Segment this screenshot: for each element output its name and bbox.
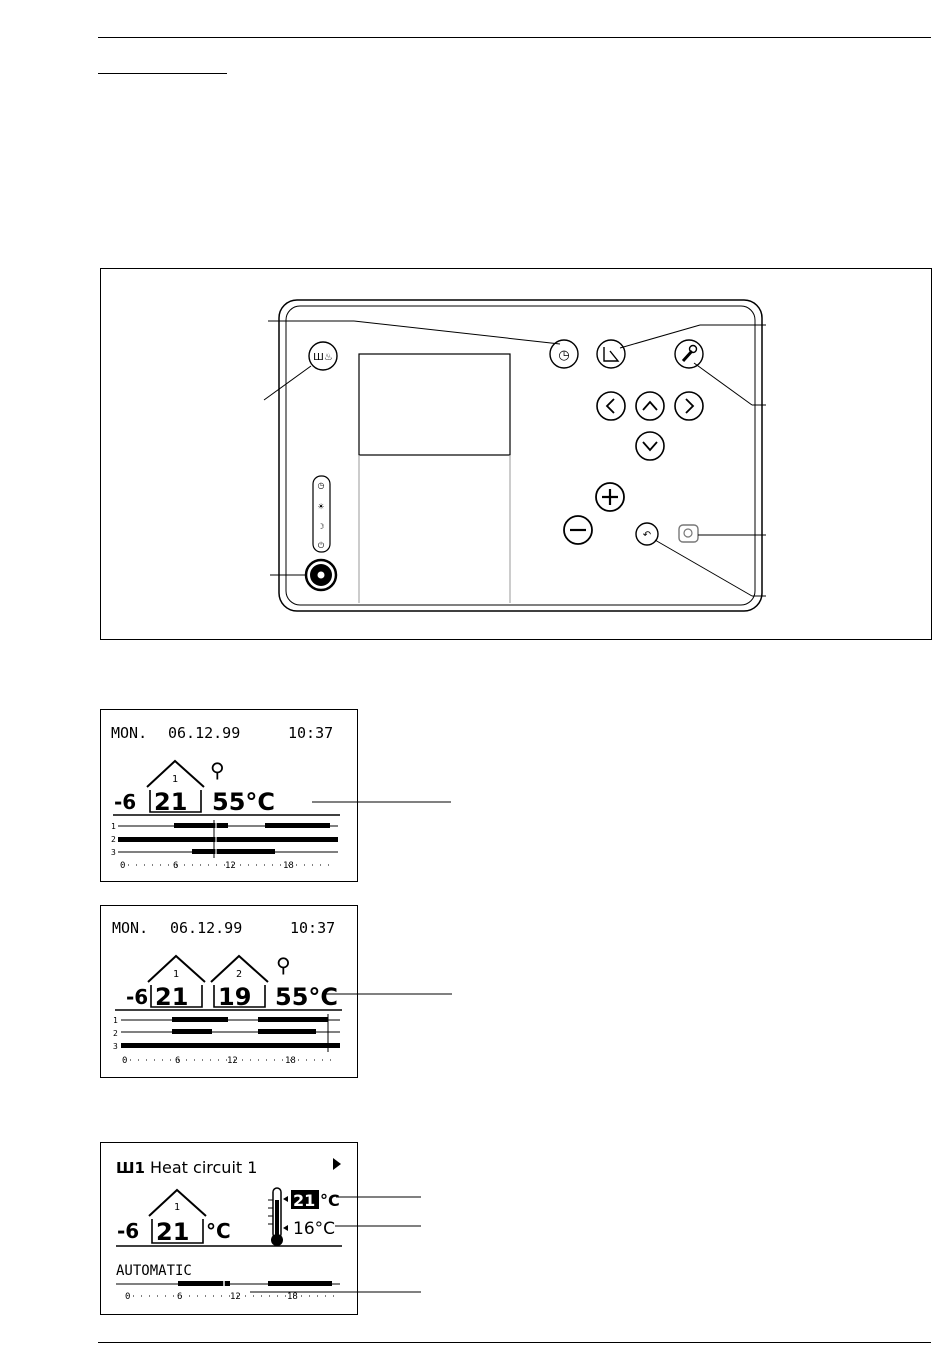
standby-icon: ⏻: [317, 541, 325, 550]
s2-room2: 19: [218, 983, 252, 1011]
s1-scale-6: 6: [173, 861, 179, 871]
dhw-icon: Ш♨: [313, 352, 333, 363]
s2-circuit2-no: 2: [236, 969, 243, 980]
s2-circuit1-no: 1: [173, 969, 180, 980]
s2-row3-label: 3: [113, 1042, 118, 1051]
s2-dhw: 55°C: [275, 983, 339, 1011]
s1-room1: 21: [154, 788, 188, 816]
s2-scale-12: 12: [227, 1056, 238, 1066]
s1-tap-icon: ⚲: [210, 758, 225, 782]
s3-thermometer-icon: [268, 1188, 283, 1246]
s3-room-unit: °C: [206, 1219, 231, 1243]
s3-outdoor: -6: [117, 1219, 140, 1243]
return-icon: ↶: [642, 530, 652, 541]
s3-title: Heat circuit 1: [150, 1158, 258, 1177]
s1-row2-label: 2: [111, 835, 116, 844]
s3-period-a: [178, 1281, 230, 1286]
s2-day: MON.: [112, 919, 149, 937]
s2-outdoor: -6: [126, 985, 149, 1009]
s2-tap-icon: ⚲: [276, 953, 291, 977]
s2-scale-18: 18: [285, 1056, 296, 1066]
s1-row1-label: 1: [111, 822, 116, 831]
s2-date: 06.12.99: [170, 919, 243, 937]
s3-period-b: [268, 1281, 332, 1286]
s1-scale-18: 18: [283, 861, 294, 871]
s2-scale-6: 6: [175, 1056, 181, 1066]
s3-next-arrow-icon: [333, 1158, 341, 1170]
s3-circuit-no: 1: [174, 1202, 181, 1213]
auto-mode-icon: ◷: [317, 481, 325, 490]
day-mode-icon: ☀: [317, 502, 325, 511]
s1-circuit-no: 1: [172, 774, 179, 785]
s3-room: 21: [156, 1218, 190, 1246]
s3-setpoint-day-unit: °C: [320, 1191, 340, 1210]
night-mode-icon: ☽: [317, 522, 325, 531]
s1-dhw: 55°C: [212, 788, 276, 816]
s1-date: 06.12.99: [168, 724, 241, 742]
s1-scale-12: 12: [225, 861, 236, 871]
s3-scale-18: 18: [287, 1292, 298, 1302]
s3-night-marker-icon: [283, 1225, 288, 1231]
s3-setpoint-night: 16°C: [293, 1219, 336, 1239]
s1-scale-0: 0: [120, 861, 126, 871]
s3-day-marker-icon: [283, 1196, 288, 1202]
s3-scale-6: 6: [177, 1292, 183, 1302]
s1-outdoor: -6: [114, 790, 137, 814]
s3-setpoint-day: 21: [293, 1191, 316, 1210]
clock-icon: ◷: [558, 348, 570, 363]
s2-row2-label: 2: [113, 1029, 118, 1038]
s1-row3-label: 3: [111, 848, 116, 857]
s3-scale-12: 12: [230, 1292, 241, 1302]
s1-day: MON.: [111, 724, 148, 742]
s1-time: 10:37: [288, 724, 334, 742]
s3-mode: AUTOMATIC: [116, 1263, 192, 1279]
s2-scale-0: 0: [122, 1056, 128, 1066]
s2-time: 10:37: [290, 919, 336, 937]
s2-room1: 21: [155, 983, 189, 1011]
s2-row1-label: 1: [113, 1016, 118, 1025]
s3-scale-0: 0: [125, 1292, 131, 1302]
s3-radiator-icon: Ш1: [116, 1159, 145, 1177]
